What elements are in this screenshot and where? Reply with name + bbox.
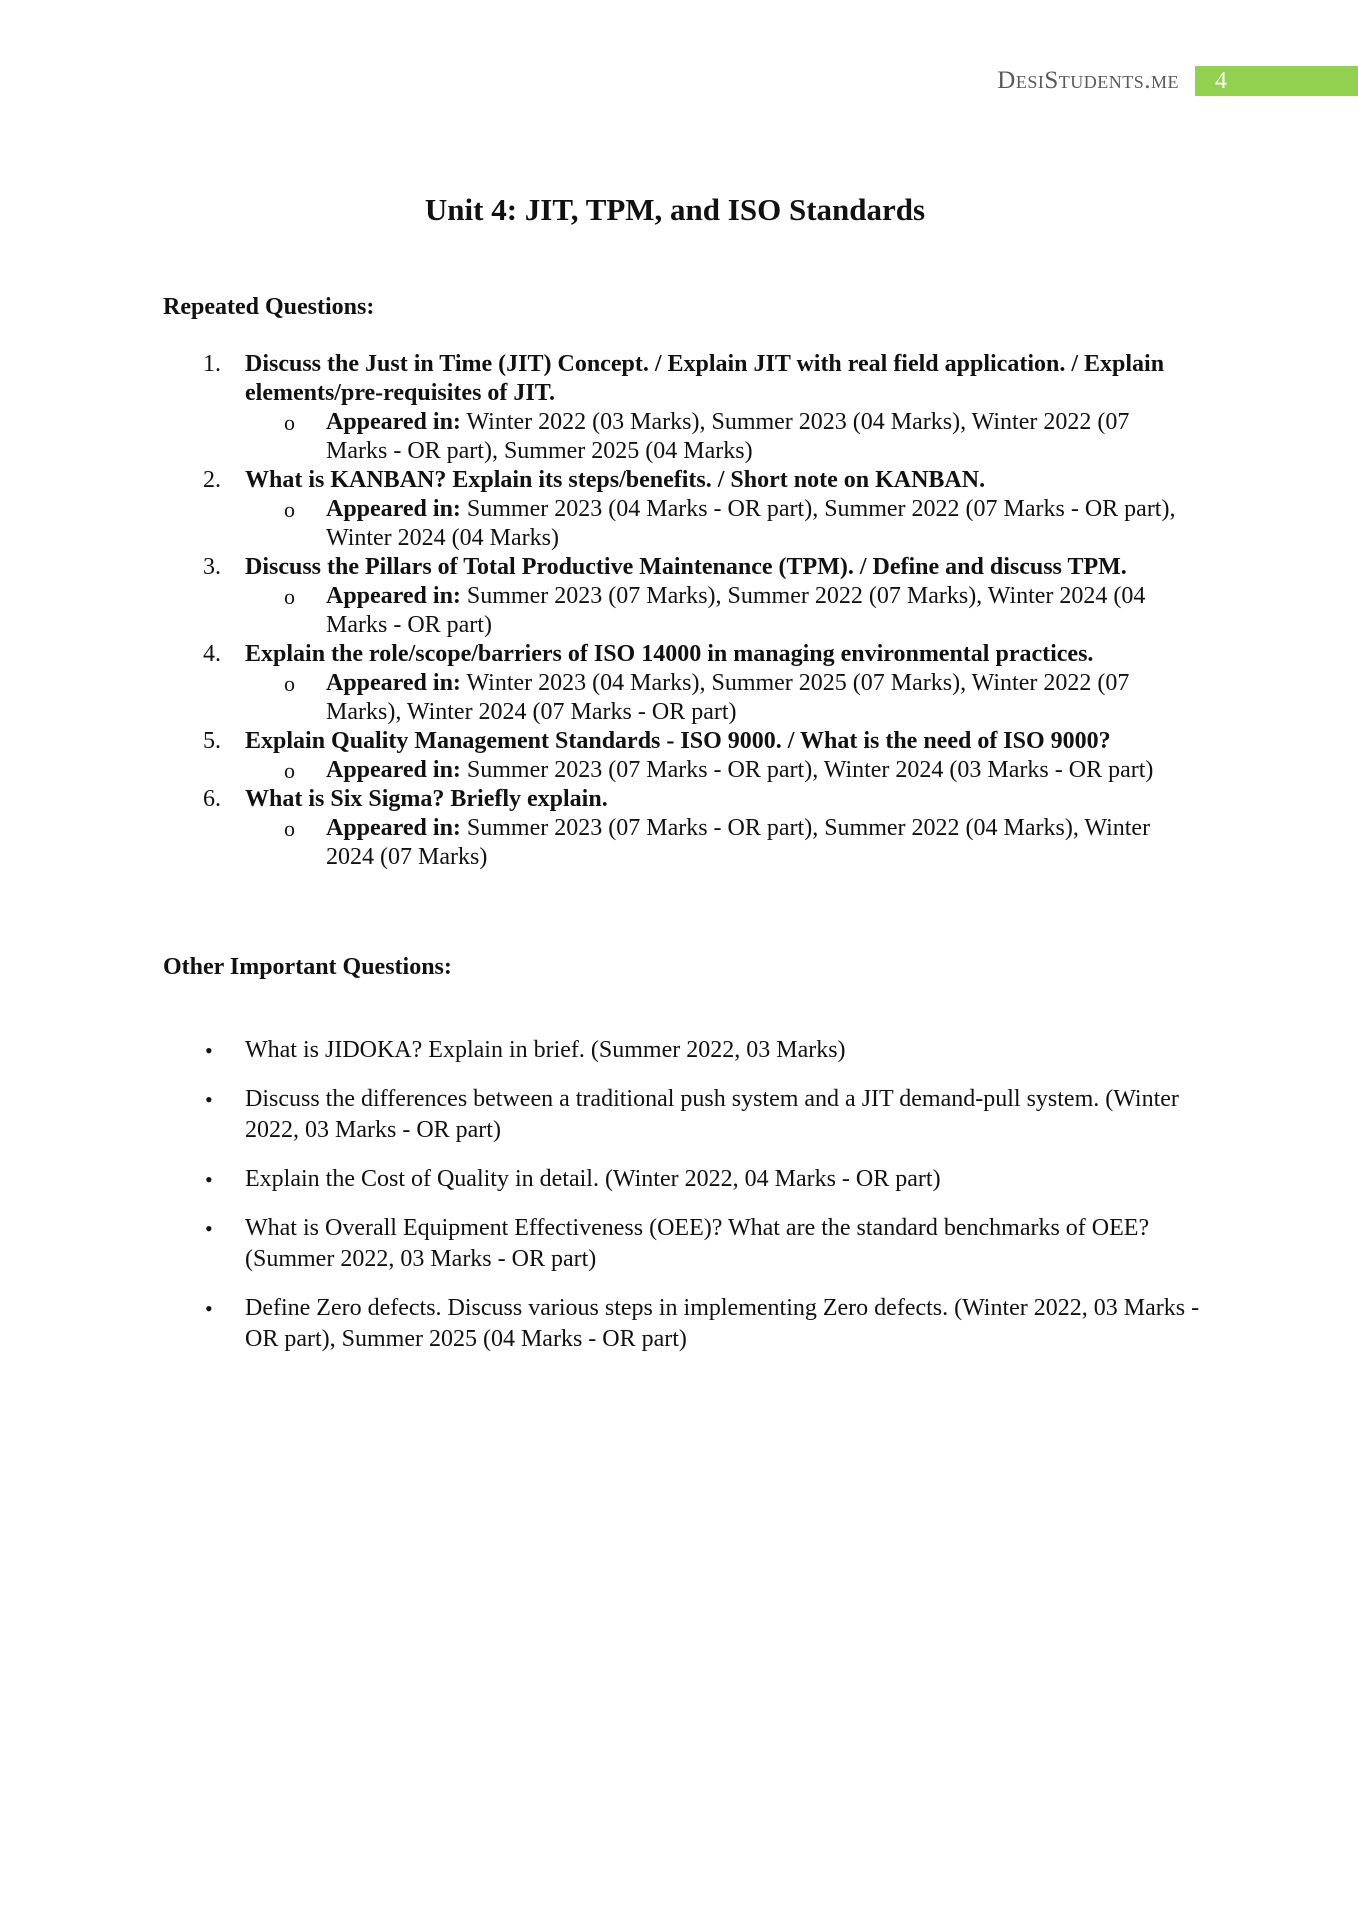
appeared-in	[245, 408, 1196, 466]
page-title: Unit 4: JIT, TPM, and ISO Standards	[424, 192, 926, 227]
list-item	[0, 1035, 1200, 1066]
other-questions-list	[0, 1035, 1358, 1373]
bullet-icon: •	[205, 1167, 213, 1192]
page-header	[997, 66, 1358, 96]
list-item	[0, 1293, 1200, 1355]
circle-bullet-icon: o	[284, 816, 295, 841]
circle-bullet-icon: o	[284, 671, 295, 696]
appeared-value: Winter 2022 (03 Marks), Summer 2023 (04 Marks), Winter 2022 (07 Marks - OR part), Summer 2025 (04 Marks)	[326, 409, 1130, 464]
site-name: DesiStudents.me	[997, 67, 1179, 94]
question-text: What is KANBAN? Explain its steps/benefits. / Short note on KANBAN.	[245, 467, 986, 493]
question-number: 1.	[203, 351, 221, 377]
circle-bullet-icon: o	[284, 584, 295, 609]
appeared-value: Summer 2023 (07 Marks), Summer 2022 (07 Marks), Winter 2024 (04 Marks - OR part)	[326, 583, 1146, 638]
list-item	[0, 553, 1190, 640]
repeated-questions-list	[0, 350, 1358, 872]
question-number: 4.	[203, 641, 221, 667]
question-text: Discuss the Pillars of Total Productive Maintenance (TPM). / Define and discuss TPM.	[245, 554, 1127, 580]
list-item	[0, 1164, 1200, 1195]
question-number: 2.	[203, 467, 221, 493]
appeared-value: Summer 2023 (07 Marks - OR part), Summer 2022 (04 Marks), Winter 2024 (07 Marks)	[326, 815, 1151, 870]
circle-bullet-icon: o	[284, 758, 295, 783]
question-text: Discuss the Just in Time (JIT) Concept. / Explain JIT with real field application. / Explain elements/pre-requisites of JIT.	[245, 351, 1165, 406]
appeared-label: Appeared in:	[326, 496, 461, 522]
list-item	[0, 1213, 1200, 1275]
appeared-value: Summer 2023 (07 Marks - OR part), Winter 2024 (03 Marks - OR part)	[466, 757, 1154, 783]
question-text: Discuss the differences between a traditional push system and a JIT demand-pull system. (Winter 2022, 03 Marks - OR part)	[245, 1086, 1179, 1143]
appeared-in	[245, 495, 1196, 553]
appeared-label: Appeared in:	[326, 815, 461, 841]
question-text: Explain the role/scope/barriers of ISO 14000 in managing environmental practices.	[245, 641, 1094, 667]
list-item	[0, 1084, 1200, 1146]
question-text: What is Overall Equipment Effectiveness (OEE)? What are the standard benchmarks of OEE? (Summer 2022, 03 Marks - OR part)	[245, 1215, 1150, 1272]
appeared-in	[245, 669, 1196, 727]
bullet-icon: •	[205, 1216, 213, 1241]
appeared-value: Summer 2023 (04 Marks - OR part), Summer 2022 (07 Marks - OR part), Winter 2024 (04 Marks)	[326, 496, 1176, 551]
question-text: Define Zero defects. Discuss various steps in implementing Zero defects. (Winter 2022, 03 Marks - OR part), Summer 2025 (04 Marks - OR part)	[245, 1295, 1200, 1352]
list-item	[0, 350, 1190, 466]
question-number: 6.	[203, 786, 221, 812]
appeared-in	[245, 756, 1196, 785]
appeared-in	[245, 814, 1196, 872]
appeared-label: Appeared in:	[326, 583, 461, 609]
bullet-icon: •	[205, 1296, 213, 1321]
question-text: Explain the Cost of Quality in detail. (Winter 2022, 04 Marks - OR part)	[245, 1166, 941, 1192]
appeared-label: Appeared in:	[326, 409, 461, 435]
question-text: What is JIDOKA? Explain in brief. (Summer 2022, 03 Marks)	[245, 1037, 846, 1063]
question-number: 5.	[203, 728, 221, 754]
appeared-value: Winter 2023 (04 Marks), Summer 2025 (07 Marks), Winter 2022 (07 Marks), Winter 2024 (07 Marks - OR part)	[326, 670, 1130, 725]
list-item	[0, 785, 1190, 872]
circle-bullet-icon: o	[284, 410, 295, 435]
question-text: What is Six Sigma? Briefly explain.	[245, 786, 608, 812]
page-number: 4	[1195, 66, 1358, 96]
question-text: Explain Quality Management Standards - ISO 9000. / What is the need of ISO 9000?	[245, 728, 1111, 754]
list-item	[0, 727, 1190, 785]
bullet-icon: •	[205, 1087, 213, 1112]
list-item	[0, 466, 1190, 553]
appeared-label: Appeared in:	[326, 757, 461, 783]
repeated-questions-heading: Repeated Questions:	[163, 294, 375, 320]
other-questions-heading: Other Important Questions:	[163, 954, 452, 980]
question-number: 3.	[203, 554, 221, 580]
bullet-icon: •	[205, 1038, 213, 1063]
appeared-in	[245, 582, 1196, 640]
list-item	[0, 640, 1190, 727]
circle-bullet-icon: o	[284, 497, 295, 522]
appeared-label: Appeared in:	[326, 670, 461, 696]
